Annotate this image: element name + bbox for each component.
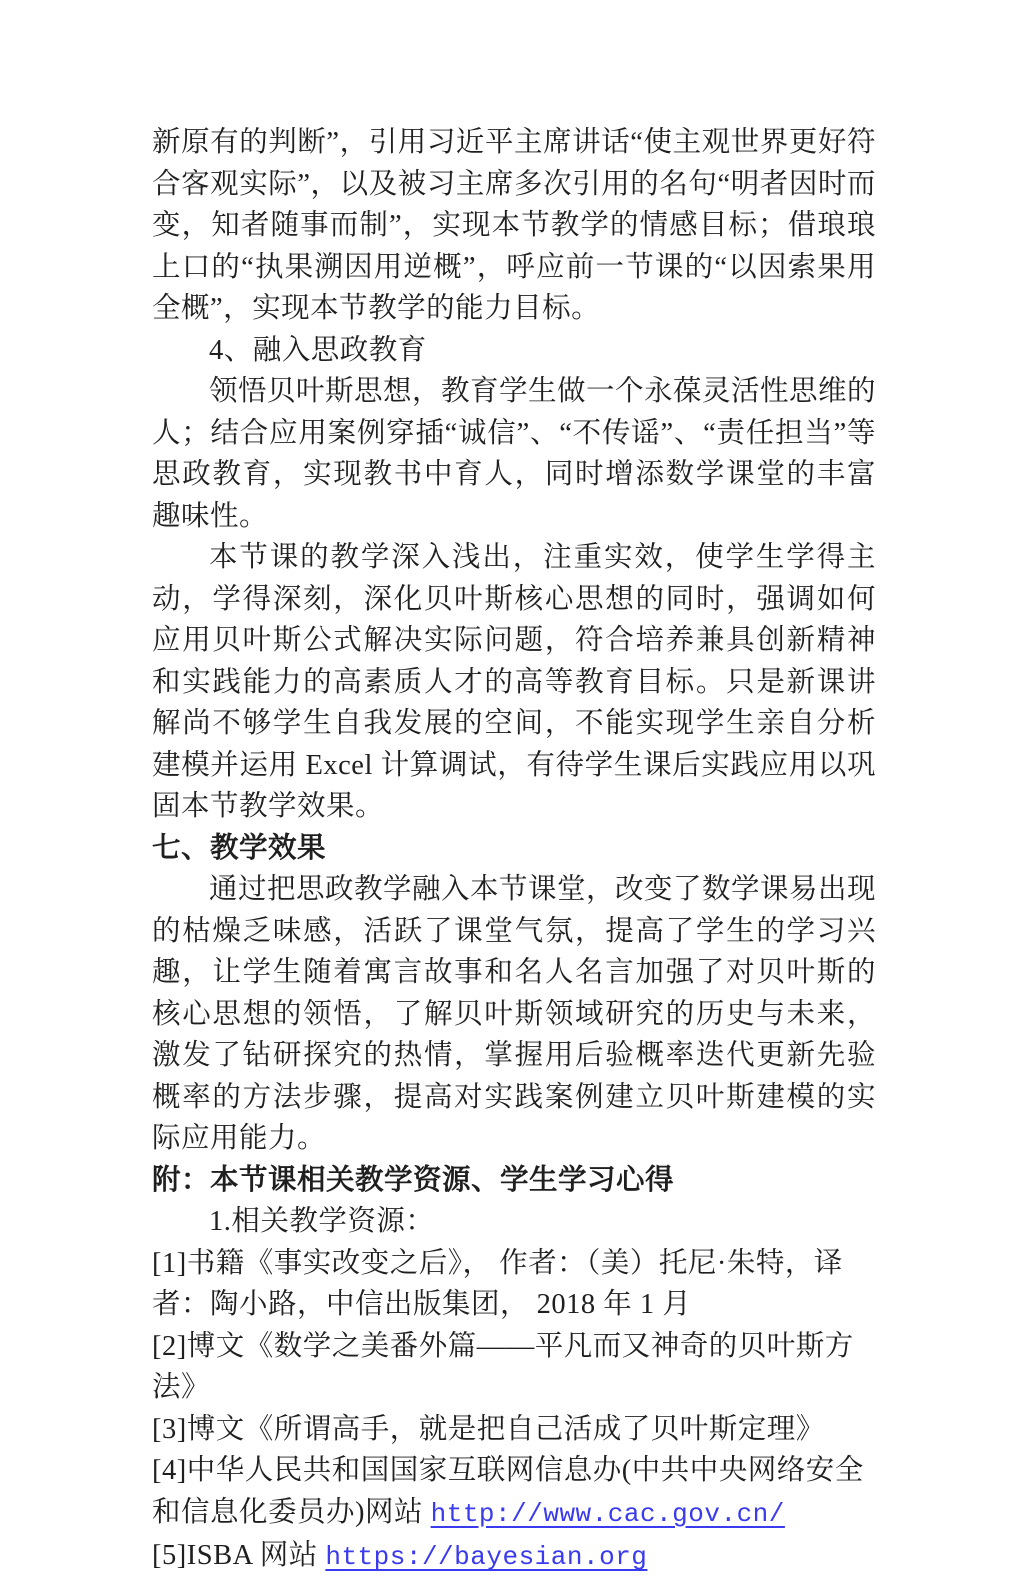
heading-teaching-effect: 七、教学效果 bbox=[152, 832, 327, 864]
subheading-ideological-education: 4、融入思政教育 bbox=[209, 334, 427, 366]
reference-text: [2]博文《数学之美番外篇——平凡而又神奇的贝叶斯方法》 bbox=[152, 1330, 854, 1403]
reference-text: [5]ISBA 网站 bbox=[152, 1540, 326, 1571]
reference-link[interactable]: http://www.cac.gov.cn/ bbox=[430, 1498, 785, 1529]
heading-appendix: 附：本节课相关教学资源、学生学习心得 bbox=[152, 1164, 675, 1196]
reference-item bbox=[152, 1535, 876, 1579]
reference-item bbox=[152, 1326, 876, 1409]
reference-item bbox=[152, 1450, 876, 1535]
subheading-related-resources: 1.相关教学资源： bbox=[209, 1206, 435, 1237]
reference-item bbox=[152, 1409, 876, 1451]
paragraph-teaching-effect: 通过把思政教学融入本节课堂，改变了数学课易出现的枯燥乏味感，活跃了课堂气氛，提高了学生的学习兴趣，让学生随着寓言故事和名人名言加强了对贝叶斯的核心思想的领悟，了解贝叶斯领域研究的历史与未来，激发了钻研探究的热情，掌握用后验概率迭代更新先验概率的方法步骤，提高对实践案例建立贝叶斯建模的实际应用能力。 bbox=[152, 874, 877, 1154]
paragraph-course-summary: 本节课的教学深入浅出，注重实效，使学生学得主动，学得深刻，深化贝叶斯核心思想的同时，强调如何应用贝叶斯公式解决实际问题，符合培养兼具创新精神和实践能力的高素质人才的高等教育目标。只是新课讲解尚不够学生自我发展的空间，不能实现学生亲自分析建模并运用 Excel 计算调试，有待学生课后实践应用以巩固本节教学效果。 bbox=[152, 542, 876, 822]
reference-text: [3]博文《所谓高手，就是把自己活成了贝叶斯定理》 bbox=[152, 1413, 825, 1445]
paragraph-ideological-education: 领悟贝叶斯思想，教育学生做一个永葆灵活性思维的人；结合应用案例穿插“诚信”、“不传谣”、“责任担当”等思政教育，实现教书中育人，同时增添数学课堂的丰富趣味性。 bbox=[152, 376, 877, 532]
paragraph-emotion-goal-continuation: 新原有的判断”，引用习近平主席讲话“使主观世界更好符合客观实际”，以及被习主席多次引用的名句“明者因时而变，知者随事而制”，实现本节教学的情感目标；借琅琅上口的“执果溯因用逆概”，呼应前一节课的“以因索果用全概”，实现本节教学的能力目标。 bbox=[152, 127, 876, 324]
reference-link[interactable]: https://bayesian.org bbox=[325, 1542, 648, 1572]
reference-text: [1]书籍《事实改变之后》， 作者：（美）托尼·朱特，译者：陶小路，中信出版集团， 2018 年 1 月 bbox=[152, 1247, 843, 1320]
reference-list bbox=[152, 1243, 876, 1579]
page-content bbox=[152, 122, 876, 1579]
reference-text: [4]中华人民共和国国家互联网信息办(中共中央网络安全和信息化委员办)网站 bbox=[152, 1455, 864, 1528]
reference-item bbox=[152, 1243, 876, 1326]
